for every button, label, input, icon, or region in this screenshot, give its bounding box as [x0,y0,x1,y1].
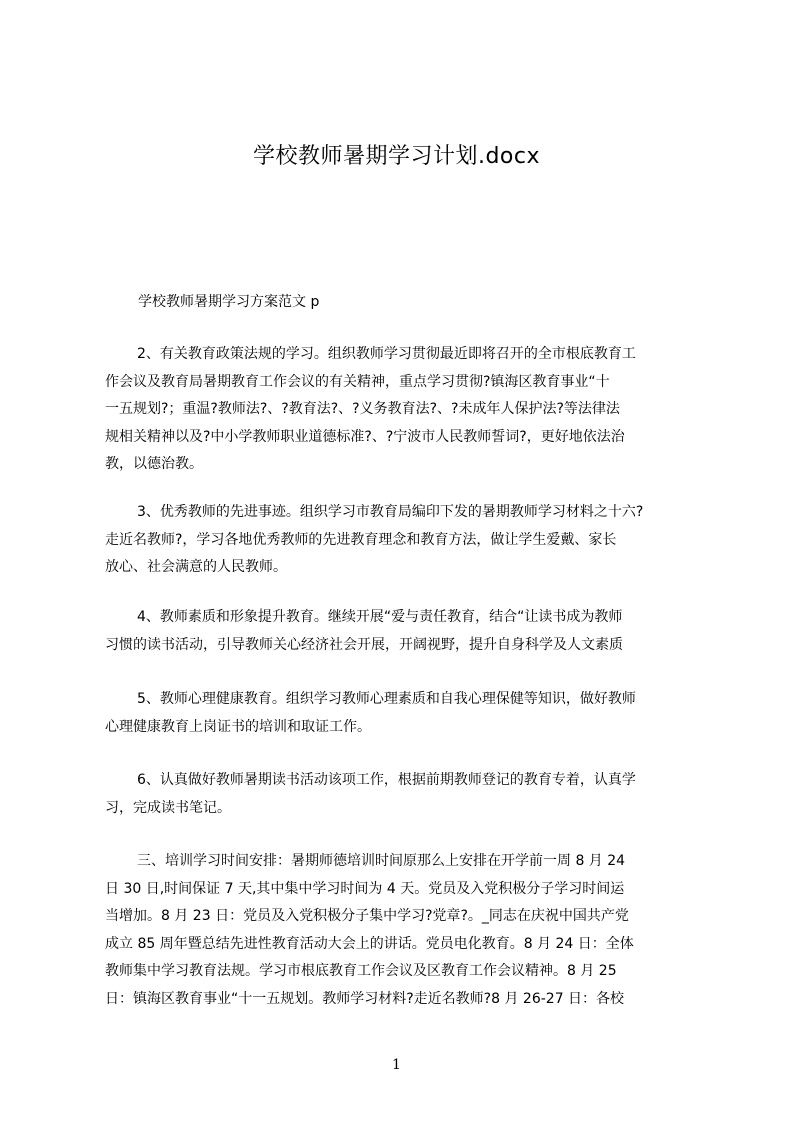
document-title: 学校教师暑期学习计划.docx [252,144,541,169]
paragraph-line: 4、教师素质和形象提升教育。继续开展“爱与责任教育，结合“让读书成为教师 [137,609,623,625]
paragraph-line: 规相关精神以及?中小学教师职业道德标准?、?宁波市人民教师誓词?，更好地依法治 [105,428,625,445]
paragraph-line: 心理健康教育上岗证书的培训和取证工作。 [105,718,371,735]
paragraph-line: 作会议及教育局暑期教育工作会议的有关精神，重点学习贯彻?镇海区教育事业“十 [105,373,610,390]
paragraph-line: 6、认真做好教师暑期读书活动该项工作，根据前期教师登记的教育专着，认真学 [137,772,636,788]
paragraph-line: 一五规划?；重温?教师法?、?教育法?、?义务教育法?、?未成年人保护法?等法律法 [105,401,620,417]
paragraph-line: 三、培训学习时间安排：暑期师德培训时间原那么上安排在开学前一周 8 月 24 [137,853,626,869]
intro-line: 学校教师暑期学习方案范文 p [138,294,320,310]
paragraph-line: 5、教师心理健康教育。组织学习教师心理素质和自我心理保健等知识，做好教师 [137,691,636,707]
paragraph-mental-health [105,686,710,741]
paragraph-policy-study [105,341,710,479]
paragraph-line: 走近名教师?，学习各地优秀教师的先进教育理念和教育方法，做让学生爱戴、家长 [105,531,617,548]
paragraph-line: 日：镇海区教育事业“十一五规划。教师学习材料?走近名教师?8 月 26-27 日：各校 [105,990,625,1007]
page-number: 1 [392,1057,401,1073]
paragraph-line: 当增加。8 月 23 日：党员及入党积极分子集中学习?党章?。_同志在庆祝中国共产党 [105,908,629,924]
paragraph-quality-image [105,604,710,659]
paragraph-line: 习惯的读书活动，引导教师关心经济社会开展，开阔视野，提升自身科学及人文素质 [105,636,623,653]
paragraph-line: 日 30 日,时间保证 7 天,其中集中学习时间为 4 天。党员及入党积极分子学习时间运 [105,880,625,897]
paragraph-reading-activity [105,767,710,822]
paragraph-line: 2、有关教育政策法规的学习。组织教师学习贯彻最近即将召开的全市根底教育工 [137,346,636,362]
paragraph-line: 放心、社会满意的人民教师。 [105,559,287,575]
paragraph-excellent-teachers [105,499,710,582]
paragraph-training-schedule [105,848,710,1013]
paragraph-line: 成立 85 周年暨总结先进性教育活动大会上的讲话。党员电化教育。8 月 24 日：全体 [105,935,634,952]
paragraph-line: 教师集中学习教育法规。学习市根底教育工作会议及区教育工作会议精神。8 月 25 [105,963,617,979]
paragraph-line: 教，以德治教。 [105,456,203,472]
paragraph-line: 习，完成读书笔记。 [105,799,231,816]
paragraph-line: 3、优秀教师的先进事迹。组织学习市教育局编印下发的暑期教师学习材料之十六? [137,504,644,520]
